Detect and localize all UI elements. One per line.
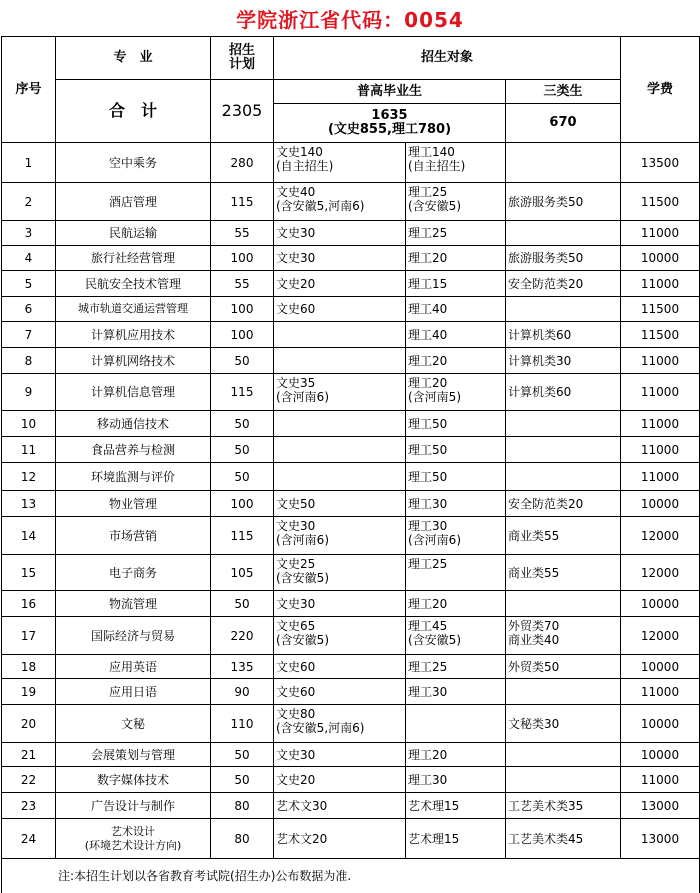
row-third-class: 外贸类70 商业类40 bbox=[506, 617, 621, 655]
general-total bbox=[274, 104, 506, 143]
row-fee: 11000 bbox=[621, 271, 700, 297]
table-row bbox=[2, 221, 700, 246]
row-wenshi: 文史60 bbox=[274, 679, 406, 705]
row-no: 22 bbox=[2, 767, 56, 793]
row-wenshi: 文史30 bbox=[274, 246, 406, 271]
row-ligong: 理工25 bbox=[406, 555, 506, 591]
row-ligong: 理工20 (含河南5) bbox=[406, 374, 506, 411]
row-no: 20 bbox=[2, 705, 56, 743]
row-plan: 100 bbox=[211, 246, 274, 271]
row-plan: 55 bbox=[211, 221, 274, 246]
row-fee: 10000 bbox=[621, 655, 700, 679]
row-third-class bbox=[506, 679, 621, 705]
row-major: 文秘 bbox=[56, 705, 211, 743]
row-ligong: 理工140 (自主招生) bbox=[406, 143, 506, 183]
row-wenshi: 文史25 (含安徽5) bbox=[274, 555, 406, 591]
row-ligong: 理工25 bbox=[406, 655, 506, 679]
row-no: 14 bbox=[2, 517, 56, 555]
row-no: 1 bbox=[2, 143, 56, 183]
row-plan: 80 bbox=[211, 819, 274, 859]
row-third-class: 旅游服务类50 bbox=[506, 183, 621, 221]
row-no: 9 bbox=[2, 374, 56, 411]
row-wenshi: 文史20 bbox=[274, 271, 406, 297]
footnote: 注:本招生计划以各省教育考试院(招生办)公布数据为准. bbox=[2, 859, 700, 893]
row-fee: 13500 bbox=[621, 143, 700, 183]
row-major: 物业管理 bbox=[56, 491, 211, 517]
row-plan: 100 bbox=[211, 322, 274, 348]
table-row bbox=[2, 743, 700, 767]
table-row bbox=[2, 819, 700, 859]
row-fee: 11000 bbox=[621, 348, 700, 374]
row-wenshi: 文史30 bbox=[274, 221, 406, 246]
row-major: 物流管理 bbox=[56, 591, 211, 617]
row-major: 旅行社经营管理 bbox=[56, 246, 211, 271]
row-fee: 10000 bbox=[621, 743, 700, 767]
row-third-class bbox=[506, 411, 621, 437]
row-fee: 10000 bbox=[621, 591, 700, 617]
row-ligong: 理工20 bbox=[406, 591, 506, 617]
row-plan: 90 bbox=[211, 679, 274, 705]
row-plan: 115 bbox=[211, 183, 274, 221]
row-fee: 12000 bbox=[621, 555, 700, 591]
table-row bbox=[2, 297, 700, 322]
row-plan: 280 bbox=[211, 143, 274, 183]
row-ligong: 理工30 (含河南6) bbox=[406, 517, 506, 555]
row-fee: 10000 bbox=[621, 246, 700, 271]
table-row bbox=[2, 411, 700, 437]
row-wenshi: 文史65 (含安徽5) bbox=[274, 617, 406, 655]
row-wenshi: 文史30 bbox=[274, 591, 406, 617]
table-row bbox=[2, 271, 700, 297]
row-ligong: 理工50 bbox=[406, 437, 506, 463]
header-no: 序号 bbox=[2, 37, 56, 143]
row-wenshi: 文史80 (含安徽5,河南6) bbox=[274, 705, 406, 743]
row-wenshi: 文史30 (含河南6) bbox=[274, 517, 406, 555]
row-major: 环境监测与评价 bbox=[56, 463, 211, 491]
row-major: 移动通信技术 bbox=[56, 411, 211, 437]
row-third-class: 计算机类30 bbox=[506, 348, 621, 374]
row-wenshi: 文史50 bbox=[274, 491, 406, 517]
row-no: 13 bbox=[2, 491, 56, 517]
row-ligong: 理工20 bbox=[406, 246, 506, 271]
row-major: 民航安全技术管理 bbox=[56, 271, 211, 297]
row-plan: 115 bbox=[211, 374, 274, 411]
row-fee: 11500 bbox=[621, 322, 700, 348]
header-third: 三类生 bbox=[506, 80, 621, 104]
general-total-detail: (文史855,理工780) bbox=[327, 122, 452, 137]
row-fee: 11000 bbox=[621, 221, 700, 246]
row-major: 计算机网络技术 bbox=[56, 348, 211, 374]
row-wenshi bbox=[274, 322, 406, 348]
row-third-class bbox=[506, 591, 621, 617]
table-row bbox=[2, 705, 700, 743]
row-third-class: 安全防范类20 bbox=[506, 271, 621, 297]
row-plan: 50 bbox=[211, 463, 274, 491]
row-fee: 11000 bbox=[621, 463, 700, 491]
table-row bbox=[2, 437, 700, 463]
table-row bbox=[2, 491, 700, 517]
row-third-class bbox=[506, 767, 621, 793]
row-plan: 115 bbox=[211, 517, 274, 555]
row-plan: 50 bbox=[211, 437, 274, 463]
table-row bbox=[2, 617, 700, 655]
header-general: 普高毕业生 bbox=[274, 80, 506, 104]
table-row bbox=[2, 463, 700, 491]
row-plan: 100 bbox=[211, 297, 274, 322]
row-no: 18 bbox=[2, 655, 56, 679]
row-ligong: 理工50 bbox=[406, 463, 506, 491]
table-row bbox=[2, 322, 700, 348]
row-plan: 50 bbox=[211, 743, 274, 767]
row-wenshi: 文史35 (含河南6) bbox=[274, 374, 406, 411]
table-row bbox=[2, 517, 700, 555]
row-plan: 55 bbox=[211, 271, 274, 297]
table-row bbox=[2, 679, 700, 705]
row-wenshi bbox=[274, 437, 406, 463]
row-ligong: 理工50 bbox=[406, 411, 506, 437]
row-ligong: 理工40 bbox=[406, 297, 506, 322]
total-plan: 2305 bbox=[211, 80, 274, 143]
row-wenshi: 文史60 bbox=[274, 655, 406, 679]
row-wenshi: 文史140 (自主招生) bbox=[274, 143, 406, 183]
row-ligong bbox=[406, 705, 506, 743]
row-major: 国际经济与贸易 bbox=[56, 617, 211, 655]
row-major: 应用日语 bbox=[56, 679, 211, 705]
row-third-class bbox=[506, 297, 621, 322]
row-wenshi bbox=[274, 411, 406, 437]
row-fee: 11500 bbox=[621, 183, 700, 221]
row-fee: 12000 bbox=[621, 617, 700, 655]
row-major: 食品营养与检测 bbox=[56, 437, 211, 463]
row-ligong: 理工40 bbox=[406, 322, 506, 348]
row-fee: 11500 bbox=[621, 297, 700, 322]
row-third-class: 文秘类30 bbox=[506, 705, 621, 743]
row-major: 市场营销 bbox=[56, 517, 211, 555]
table-row bbox=[2, 591, 700, 617]
row-ligong: 理工30 bbox=[406, 679, 506, 705]
row-no: 8 bbox=[2, 348, 56, 374]
table-row bbox=[2, 793, 700, 819]
row-ligong: 理工20 bbox=[406, 348, 506, 374]
row-major: 酒店管理 bbox=[56, 183, 211, 221]
row-plan: 50 bbox=[211, 411, 274, 437]
row-wenshi: 艺术文30 bbox=[274, 793, 406, 819]
row-major: 会展策划与管理 bbox=[56, 743, 211, 767]
row-plan: 50 bbox=[211, 591, 274, 617]
row-fee: 11000 bbox=[621, 437, 700, 463]
row-plan: 50 bbox=[211, 767, 274, 793]
row-third-class bbox=[506, 743, 621, 767]
row-ligong: 理工45 (含安徽5) bbox=[406, 617, 506, 655]
third-total: 670 bbox=[506, 104, 621, 143]
table-row bbox=[2, 143, 700, 183]
row-no: 5 bbox=[2, 271, 56, 297]
row-no: 4 bbox=[2, 246, 56, 271]
row-no: 21 bbox=[2, 743, 56, 767]
row-wenshi: 文史40 (含安徽5,河南6) bbox=[274, 183, 406, 221]
row-third-class: 计算机类60 bbox=[506, 374, 621, 411]
row-plan: 135 bbox=[211, 655, 274, 679]
row-ligong: 艺术理15 bbox=[406, 793, 506, 819]
header-plan: 招生 计划 bbox=[211, 37, 274, 80]
row-third-class: 商业类55 bbox=[506, 555, 621, 591]
row-plan: 50 bbox=[211, 348, 274, 374]
row-major: 空中乘务 bbox=[56, 143, 211, 183]
row-major: 数字媒体技术 bbox=[56, 767, 211, 793]
row-wenshi bbox=[274, 463, 406, 491]
table-row bbox=[2, 374, 700, 411]
row-wenshi: 艺术文20 bbox=[274, 819, 406, 859]
table-row bbox=[2, 555, 700, 591]
row-plan: 220 bbox=[211, 617, 274, 655]
row-third-class: 计算机类60 bbox=[506, 322, 621, 348]
table-row bbox=[2, 767, 700, 793]
header-major: 专 业 bbox=[56, 37, 211, 80]
total-label: 合 计 bbox=[56, 80, 211, 143]
row-ligong: 理工30 bbox=[406, 491, 506, 517]
row-plan: 105 bbox=[211, 555, 274, 591]
row-third-class bbox=[506, 437, 621, 463]
row-ligong: 理工25 bbox=[406, 221, 506, 246]
row-no: 7 bbox=[2, 322, 56, 348]
row-ligong: 理工20 bbox=[406, 743, 506, 767]
row-wenshi bbox=[274, 348, 406, 374]
row-major: 计算机信息管理 bbox=[56, 374, 211, 411]
row-major: 城市轨道交通运营管理 bbox=[56, 297, 211, 322]
row-no: 3 bbox=[2, 221, 56, 246]
row-ligong: 理工15 bbox=[406, 271, 506, 297]
page-title: 学院浙江省代码：0054 bbox=[236, 8, 464, 32]
row-no: 17 bbox=[2, 617, 56, 655]
header-target: 招生对象 bbox=[274, 37, 621, 80]
row-third-class: 商业类55 bbox=[506, 517, 621, 555]
row-no: 6 bbox=[2, 297, 56, 322]
row-major: 应用英语 bbox=[56, 655, 211, 679]
row-ligong: 艺术理15 bbox=[406, 819, 506, 859]
enrollment-table bbox=[1, 36, 700, 893]
row-third-class: 外贸类50 bbox=[506, 655, 621, 679]
row-no: 12 bbox=[2, 463, 56, 491]
row-wenshi: 文史20 bbox=[274, 767, 406, 793]
row-fee: 10000 bbox=[621, 491, 700, 517]
row-fee: 11000 bbox=[621, 374, 700, 411]
row-ligong: 理工30 bbox=[406, 767, 506, 793]
table-row bbox=[2, 246, 700, 271]
row-fee: 10000 bbox=[621, 705, 700, 743]
row-plan: 100 bbox=[211, 491, 274, 517]
row-third-class bbox=[506, 143, 621, 183]
row-major: 民航运输 bbox=[56, 221, 211, 246]
row-fee: 11000 bbox=[621, 679, 700, 705]
table-row bbox=[2, 183, 700, 221]
table-row bbox=[2, 348, 700, 374]
row-plan: 80 bbox=[211, 793, 274, 819]
row-third-class: 工艺美术类45 bbox=[506, 819, 621, 859]
row-major: 计算机应用技术 bbox=[56, 322, 211, 348]
row-third-class: 旅游服务类50 bbox=[506, 246, 621, 271]
general-total-value: 1635 bbox=[371, 108, 408, 123]
row-major: 广告设计与制作 bbox=[56, 793, 211, 819]
row-wenshi: 文史60 bbox=[274, 297, 406, 322]
row-no: 11 bbox=[2, 437, 56, 463]
row-third-class: 工艺美术类35 bbox=[506, 793, 621, 819]
row-fee: 11000 bbox=[621, 411, 700, 437]
row-wenshi: 文史30 bbox=[274, 743, 406, 767]
row-major: 艺术设计 (环境艺术设计方向) bbox=[56, 819, 211, 859]
row-third-class: 安全防范类20 bbox=[506, 491, 621, 517]
row-no: 2 bbox=[2, 183, 56, 221]
row-fee: 13000 bbox=[621, 819, 700, 859]
row-no: 24 bbox=[2, 819, 56, 859]
header-fee: 学费 bbox=[621, 37, 700, 143]
row-third-class bbox=[506, 463, 621, 491]
row-plan: 110 bbox=[211, 705, 274, 743]
row-no: 23 bbox=[2, 793, 56, 819]
row-no: 19 bbox=[2, 679, 56, 705]
row-major: 电子商务 bbox=[56, 555, 211, 591]
row-third-class bbox=[506, 221, 621, 246]
row-no: 10 bbox=[2, 411, 56, 437]
row-ligong: 理工25 (含安徽5) bbox=[406, 183, 506, 221]
row-fee: 11000 bbox=[621, 767, 700, 793]
table-row bbox=[2, 655, 700, 679]
row-fee: 13000 bbox=[621, 793, 700, 819]
row-no: 15 bbox=[2, 555, 56, 591]
row-fee: 12000 bbox=[621, 517, 700, 555]
row-no: 16 bbox=[2, 591, 56, 617]
